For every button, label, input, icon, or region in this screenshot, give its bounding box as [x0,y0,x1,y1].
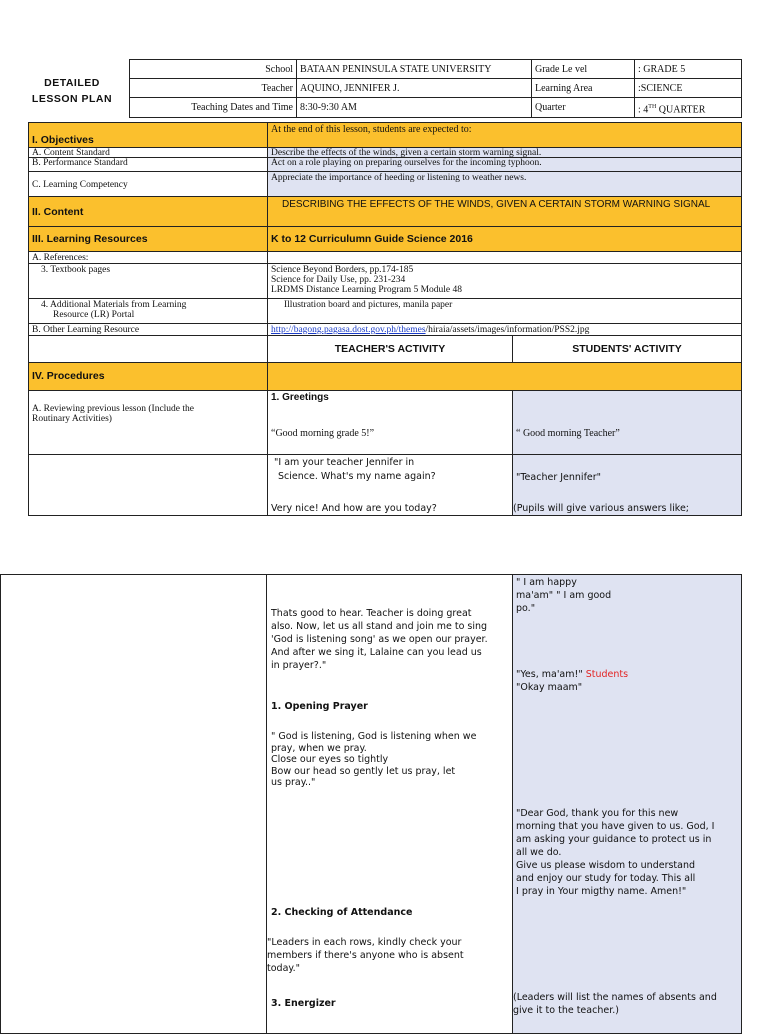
attendance-title: 2. Checking of Attendance [271,907,413,918]
reviewing-line-1: A. Reviewing previous lesson (Include the [32,404,194,414]
column-header-blank [28,335,268,363]
prayer-text [516,807,738,898]
song-line-3: Close our eyes so tightly [271,754,389,765]
school-value: BATAAN PENINSULA STATE UNIVERSITY [296,59,532,79]
dates-value: 8:30-9:30 AM [296,97,532,118]
content-standard-label: A. Content Standard [28,147,268,158]
page2-students-column [512,574,742,1034]
objectives-intro: At the end of this lesson, students are expected to: [267,122,742,148]
intro-line-2: Science. What's my name again? [278,471,436,482]
leaders-text [267,936,507,975]
happy-line-3: po." [516,603,536,614]
greetings-title: 1. Greetings [271,392,329,403]
content-standard-value: Describe the effects of the winds, given a certain storm warning signal. [267,147,742,158]
intro-students-cell [512,454,742,516]
song-line-2: pray, when we pray. [271,742,367,754]
quarter-label: Quarter [531,97,635,118]
song-lyrics [271,731,507,789]
thats-good-line-2: also. Now, let us all stand and join me to sing [271,621,488,632]
opening-prayer-title: 1. Opening Prayer [271,701,368,712]
textbook-line-1: Science Beyond Borders, pp.174-185 [271,265,414,275]
prayer-line-2: morning that you have given to us. God, I [516,821,715,832]
references-label: A. References: [28,251,268,264]
additional-materials-label [28,298,268,324]
energizer-title: 3. Energizer [271,998,336,1009]
happy-answers [516,576,611,615]
textbook-line-3: LRDMS Distance Learning Program 5 Module 48 [271,285,463,295]
yes-maam-text: "Yes, ma'am!" [516,669,586,680]
song-line-4: Bow our head so gently let us pray, let [271,765,456,777]
grade-level-value: : GRADE 5 [634,59,742,79]
other-resource-label: B. Other Learning Resource [28,323,268,336]
resources-value: K to 12 Curriculumn Guide Science 2016 [267,226,742,252]
learning-area-value: :SCIENCE [634,78,742,98]
absent-line-2: give it to the teacher.) [513,1005,619,1016]
greeting-teacher-line: “Good morning grade 5!” [271,428,375,439]
prayer-line-4: all we do. [516,847,562,858]
leaders-line-1: "Leaders in each rows, kindly check your [267,937,462,948]
learning-area-label: Learning Area [531,78,635,98]
happy-line-1: " I am happy [516,577,577,588]
teacher-label: Teacher [129,78,297,98]
greetings-teacher-cell [267,390,513,455]
prayer-line-6: and enjoy our study for today. This all [516,873,696,884]
procedures-teacher-cell [267,362,742,391]
absent-text [513,991,741,1017]
prayer-line-1: "Dear God, thank you for this new [516,808,679,819]
quarter-value: : 4TH QUARTER [634,97,742,118]
happy-line-2: ma'am" " I am good [516,590,612,601]
objectives-heading: I. Objectives [28,122,268,148]
yes-maam-line [516,668,628,681]
content-value: DESCRIBING THE EFFECTS OF THE WINDS, GIVEN A CERTAIN STORM WARNING SIGNAL [267,196,742,227]
page2-teacher-column [266,574,513,1034]
song-line-1: " God is listening, God is listening when we [271,731,477,742]
students-red-label: Students [585,669,629,680]
song-line-5: us pray.." [271,777,316,788]
performance-standard-value: Act on a role playing on preparing ourselves for the incoming typhoon. [267,157,742,172]
procedures-heading: IV. Procedures [28,362,268,391]
thats-good-text [271,607,507,672]
reviewing-line-2: Routinary Activities) [32,414,112,424]
title-line-1: DETAILED [44,77,100,89]
document-title [22,75,122,107]
thats-good-line-3: 'God is listening song' as we open our prayer. [271,634,488,645]
teacher-activity-header: TEACHER'S ACTIVITY [267,335,513,363]
leaders-line-2: members if there's anyone who is absent [267,950,464,961]
greetings-students-cell [512,390,742,455]
learning-competency-label: C. Learning Competency [28,171,268,197]
leaders-line-3: today." [267,963,301,974]
teacher-jennifer-answer: "Teacher Jennifer" [516,472,602,483]
prayer-line-7: I pray in Your migthy name. Amen!" [516,886,687,897]
intro-label-cell [28,454,268,516]
how-are-you-line: Very nice! And how are you today? [271,503,437,514]
school-label: School [129,59,297,79]
intro-line-1: "I am your teacher Jennifer in [274,457,415,468]
textbook-label: 3. Textbook pages [28,263,268,299]
resources-heading: III. Learning Resources [28,226,268,252]
prayer-line-3: am asking your guidance to protect us in [516,834,712,845]
textbook-value [267,263,742,299]
okay-maam-line: "Okay maam" [516,682,583,693]
dates-label: Teaching Dates and Time [129,97,297,118]
page2-label-column [0,574,267,1034]
grade-level-label: Grade Le vel [531,59,635,79]
absent-line-1: (Leaders will list the names of absents and [513,992,717,1003]
additional-label-line-1: 4. Additional Materials from Learning [41,300,187,310]
title-line-2: LESSON PLAN [31,93,113,105]
learning-competency-value: Appreciate the importance of heeding or listening to weather news. [267,171,742,197]
pupils-answer-line: (Pupils will give various answers like; [513,503,689,514]
greeting-students-line: “ Good morning Teacher” [516,428,620,439]
content-heading: II. Content [28,196,268,227]
thats-good-line-4: And after we sing it, Lalaine can you lead us [271,647,482,658]
additional-materials-value: Illustration board and pictures, manila paper [267,298,742,324]
thats-good-line-5: in prayer?." [271,660,327,671]
textbook-line-2: Science for Daily Use, pp. 231-234 [271,275,406,285]
performance-standard-label: B. Performance Standard [28,157,268,172]
pagasa-link[interactable]: http://bagong.pagasa.dost.gov.ph/themes [271,325,426,335]
intro-teacher-cell [267,454,513,516]
pagasa-link-rest: /hiraia/assets/images/information/PSS2.jpg [425,325,590,335]
prayer-line-5: Give us please wisdom to understand [516,860,696,871]
students-activity-header: STUDENTS' ACTIVITY [512,335,742,363]
additional-label-line-2: Resource (LR) Portal [53,310,135,320]
teacher-value: AQUINO, JENNIFER J. [296,78,532,98]
reviewing-label [28,390,268,455]
thats-good-line-1: Thats good to hear. Teacher is doing great [271,608,472,619]
